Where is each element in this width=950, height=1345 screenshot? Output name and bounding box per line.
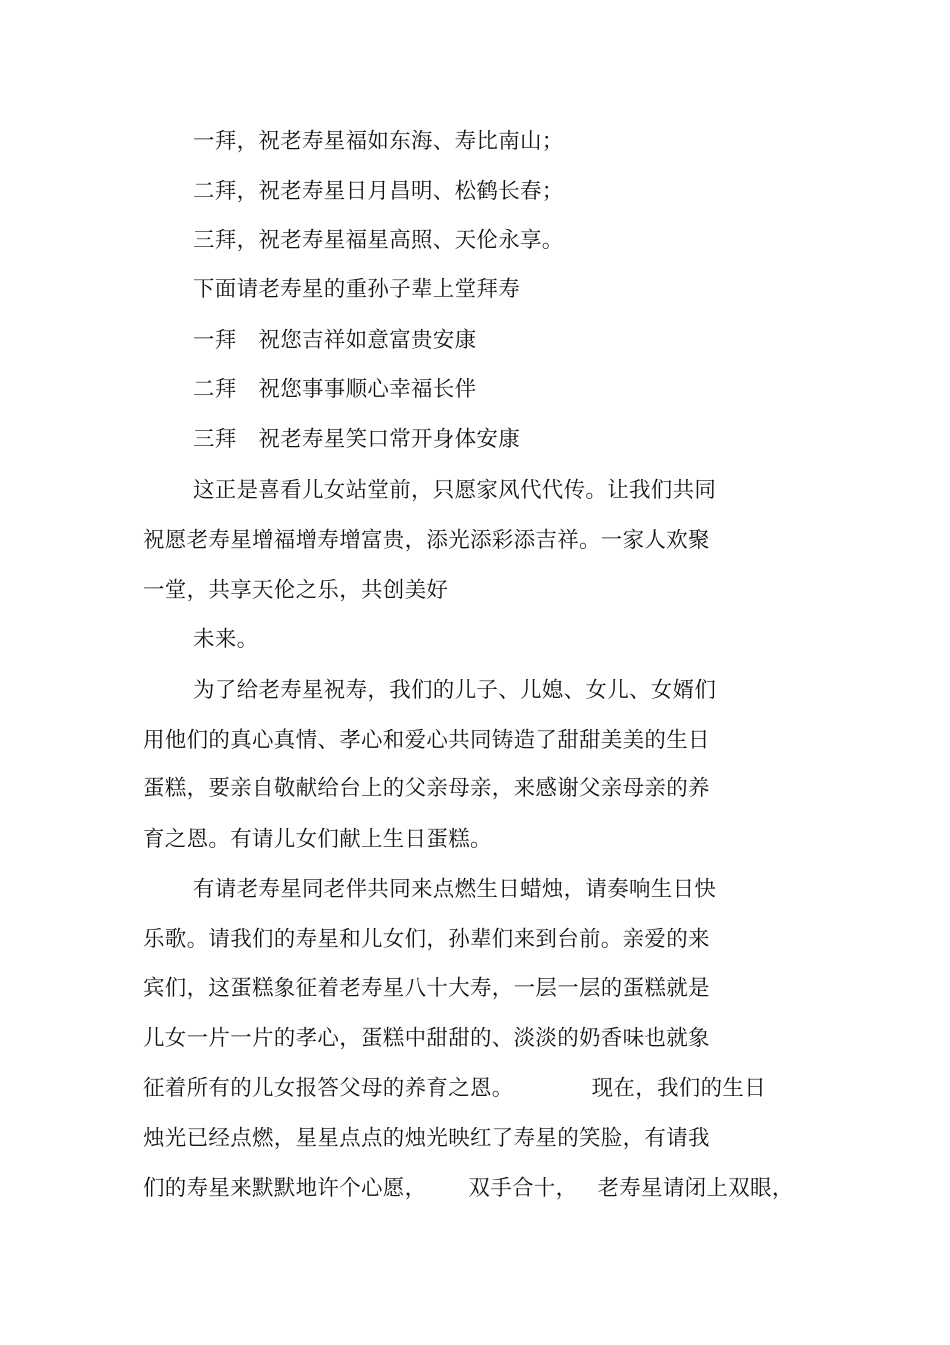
text-line: 一拜 祝您吉祥如意富贵安康 [193, 328, 477, 353]
text-segment: 们的寿星来默默地许个心愿， [143, 1176, 427, 1201]
paragraph-line [143, 1174, 794, 1204]
text-line: 一拜，祝老寿星福如东海、寿比南山； [193, 129, 564, 154]
text-segment: 老寿星请闭上双眼， [597, 1176, 794, 1201]
text-line: 下面请老寿星的重孙子辈上堂拜寿 [193, 277, 521, 302]
paragraph-line: 用他们的真心真情、孝心和爱心共同铸造了甜甜美美的生日 [143, 728, 710, 753]
paragraph-line [143, 1074, 766, 1104]
paragraph-line: 一堂，共享天伦之乐，共创美好 [143, 578, 449, 603]
text-line: 二拜，祝老寿星日月昌明、松鹤长春； [193, 179, 564, 204]
paragraph-line: 这正是喜看儿女站堂前，只愿家风代代传。让我们共同 [193, 478, 717, 503]
paragraph-line: 育之恩。有请儿女们献上生日蛋糕。 [143, 827, 492, 852]
paragraph-line: 乐歌。请我们的寿星和儿女们，孙辈们来到台前。亲爱的来 [143, 927, 710, 952]
paragraph-line: 蛋糕，要亲自敬献给台上的父亲母亲，来感谢父亲母亲的养 [143, 776, 710, 801]
text-line: 三拜，祝老寿星福星高照、天伦永享。 [193, 228, 564, 253]
text-segment: 征着所有的儿女报答父母的养育之恩。 [143, 1076, 514, 1101]
paragraph-line: 为了给老寿星祝寿，我们的儿子、儿媳、女儿、女婿们 [193, 678, 717, 703]
paragraph-line: 未来。 [193, 627, 259, 652]
text-line: 三拜 祝老寿星笑口常开身体安康 [193, 427, 521, 452]
text-segment: 现在，我们的生日 [591, 1076, 767, 1101]
text-line: 二拜 祝您事事顺心幸福长伴 [193, 377, 477, 402]
paragraph-line: 烛光已经点燃，星星点点的烛光映红了寿星的笑脸，有请我 [143, 1126, 710, 1151]
paragraph-line: 有请老寿星同老伴共同来点燃生日蜡烛，请奏响生日快 [193, 877, 717, 902]
paragraph-line: 祝愿老寿星增福增寿增富贵，添光添彩添吉祥。一家人欢聚 [143, 528, 710, 553]
paragraph-line: 儿女一片一片的孝心，蛋糕中甜甜的、淡淡的奶香味也就象 [143, 1026, 710, 1051]
text-segment: 双手合十， [468, 1176, 578, 1201]
paragraph-line: 宾们，这蛋糕象征着老寿星八十大寿，一层一层的蛋糕就是 [143, 976, 710, 1001]
